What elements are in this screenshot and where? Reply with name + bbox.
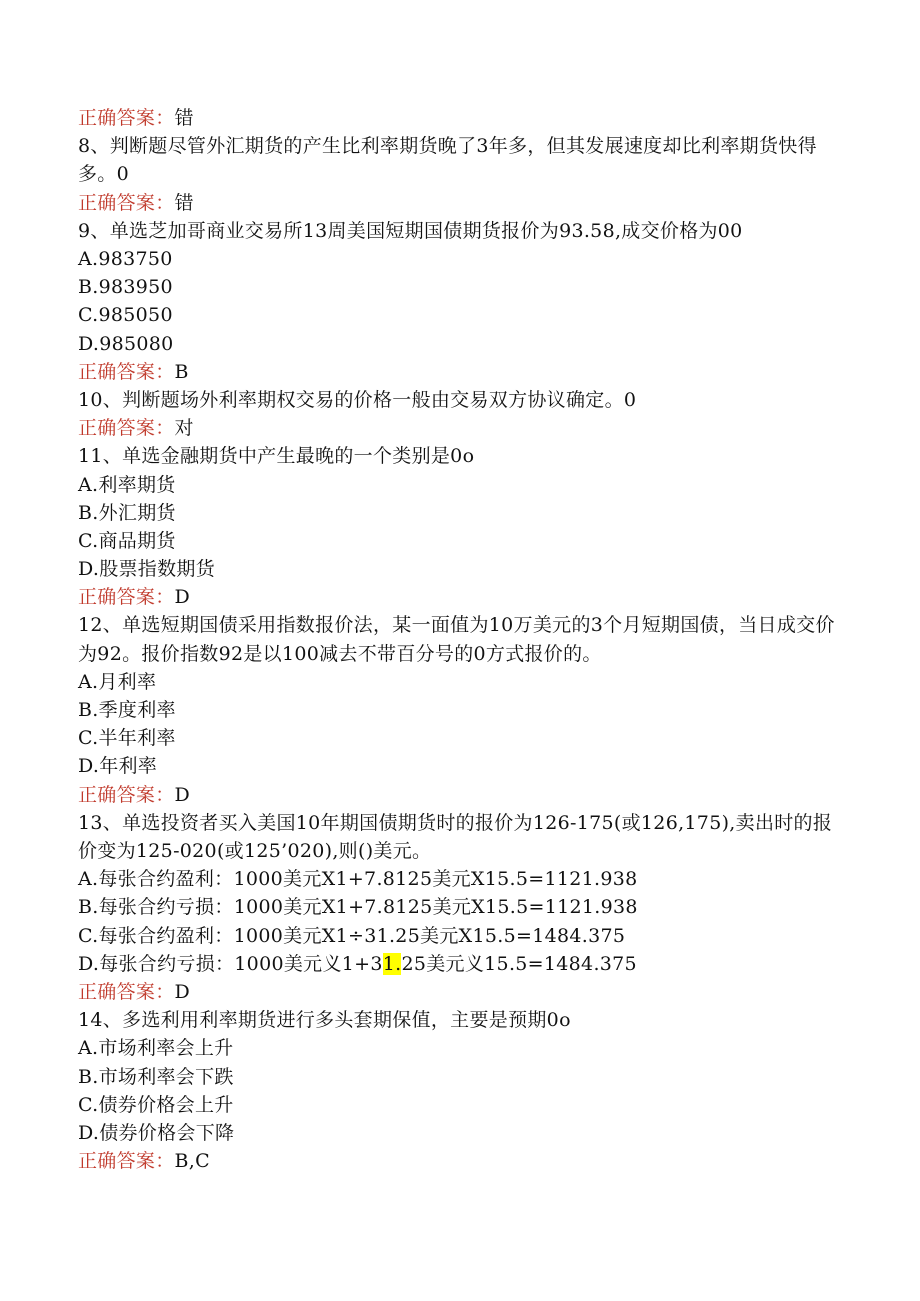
answer-line <box>78 1147 838 1175</box>
question-text: 12、单选短期国债采用指数报价法，某一面值为10万美元的3个月短期国债，当日成交价为92。报价指数92是以100减去不带百分号的0方式报价的。 <box>78 614 835 665</box>
option-text: D.股票指数期货 <box>78 558 215 581</box>
answer-label: 正确答案： <box>78 107 175 129</box>
answer-line <box>78 978 838 1006</box>
option-text: A.每张合约盈利：1000美元X1+7.8125美元X15.5=1121.938 <box>78 868 638 891</box>
question-text: 14、多选利用利率期货进行多头套期保值，主要是预期0o <box>78 1009 571 1032</box>
option-text: A.市场利率会上升 <box>78 1037 234 1060</box>
answer-value: B <box>174 360 189 383</box>
option-text: B.每张合约亏损：1000美元X1+7.8125美元X15.5=1121.938 <box>78 896 638 919</box>
question-text: 11、单选金融期货中产生最晚的一个类别是0o <box>78 445 475 468</box>
answer-value: 对 <box>174 417 194 440</box>
option-text: C.985050 <box>78 304 173 327</box>
answer-label: 正确答案： <box>78 980 175 1003</box>
answer-label: 正确答案： <box>78 417 175 440</box>
option-text: C.债券价格会上升 <box>78 1093 234 1116</box>
answer-value: D <box>174 980 191 1003</box>
answer-label: 正确答案： <box>78 191 175 214</box>
option-text: B.983950 <box>78 276 173 299</box>
question-text: 9、单选芝加哥商业交易所13周美国短期国债期货报价为93.58,成交价格为00 <box>78 219 743 242</box>
option-text <box>78 950 838 978</box>
document-page <box>78 104 838 1175</box>
option-text-part: 25美元义15.5=1484.375 <box>401 952 637 975</box>
answer-line <box>78 358 838 386</box>
option-text: D.债券价格会下降 <box>78 1121 235 1144</box>
question-text: 8、判断题尽管外汇期货的产生比利率期货晚了3年多，但其发展速度却比利率期货快得多。0 <box>78 135 817 186</box>
question-text: 13、单选投资者买入美国10年期国债期货时的报价为126-175(或126,175),卖出时的报价变为125-020(或125’020),则()美元。 <box>78 811 833 862</box>
answer-value: B,C <box>174 1150 210 1173</box>
answer-value: D <box>174 783 191 806</box>
answer-line <box>78 781 838 809</box>
answer-value: 错 <box>174 107 194 129</box>
option-text: A.利率期货 <box>78 473 176 496</box>
answer-line <box>78 189 838 217</box>
option-text: A.月利率 <box>78 670 157 693</box>
highlighted-text: 1. <box>382 952 402 975</box>
answer-label: 正确答案： <box>78 360 175 383</box>
option-text: C.商品期货 <box>78 529 176 552</box>
document-body <box>78 104 838 1175</box>
answer-value: 错 <box>174 191 194 214</box>
answer-line <box>78 104 838 132</box>
option-text: B.季度利率 <box>78 699 176 722</box>
answer-line <box>78 583 838 611</box>
answer-value: D <box>174 586 191 609</box>
option-text: B.外汇期货 <box>78 501 176 524</box>
option-text: D.年利率 <box>78 755 158 778</box>
answer-label: 正确答案： <box>78 586 175 609</box>
option-text: B.市场利率会下跌 <box>78 1065 234 1088</box>
option-text-part: D.每张合约亏损：1000美元义1+3 <box>78 952 383 975</box>
answer-line <box>78 414 838 442</box>
option-text: A.983750 <box>78 247 173 270</box>
option-text: D.985080 <box>78 332 174 355</box>
option-text: C.每张合约盈利：1000美元X1÷31.25美元X15.5=1484.375 <box>78 924 626 947</box>
answer-label: 正确答案： <box>78 1150 175 1173</box>
answer-label: 正确答案： <box>78 783 175 806</box>
question-text: 10、判断题场外利率期权交易的价格一般由交易双方协议确定。0 <box>78 388 637 411</box>
option-text: C.半年利率 <box>78 727 176 750</box>
